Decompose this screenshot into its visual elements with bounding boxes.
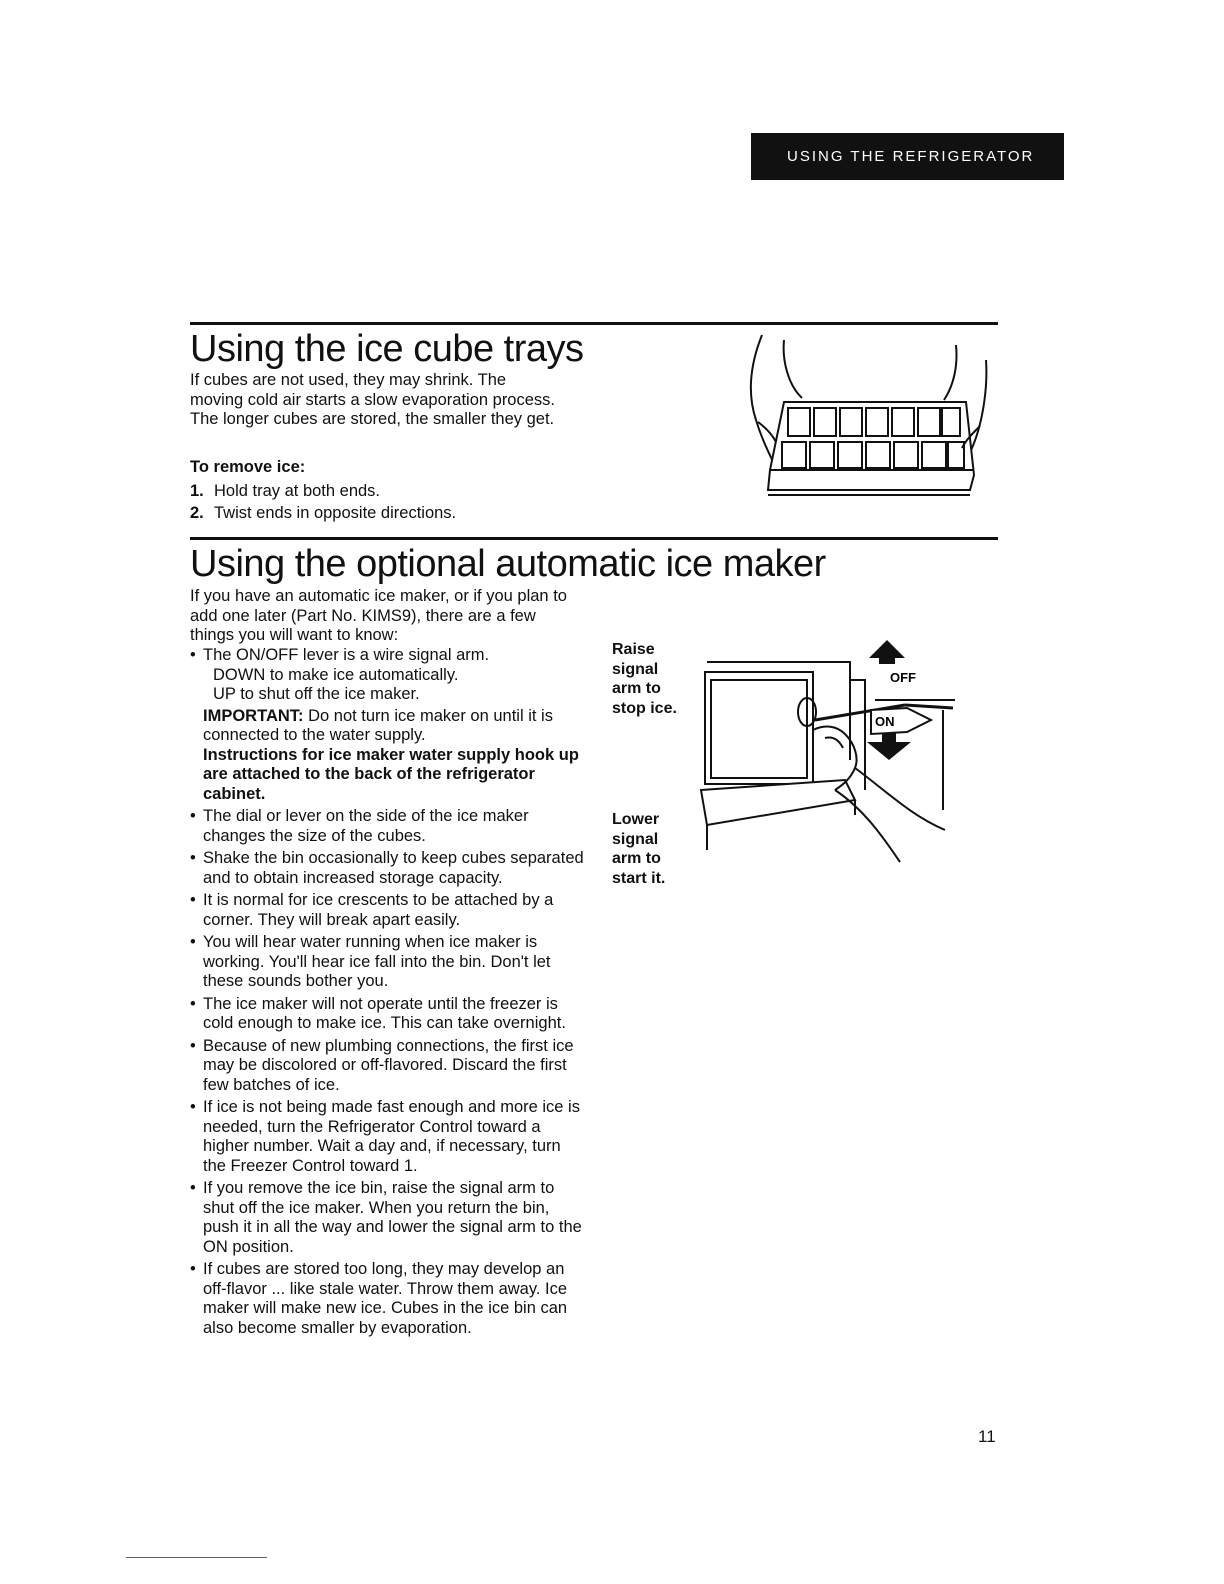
bullet-text: If cubes are stored too long, they may develop an off-flavor ... like stale water. Throw them away. Ice maker will make new ice. Cubes in the ice bin can also become smaller by evaporation.: [203, 1260, 568, 1337]
bullet-dot: •: [190, 807, 196, 825]
list-item: [190, 646, 585, 804]
list-item: [190, 1037, 585, 1096]
step-text: Hold tray at both ends.: [214, 482, 381, 500]
bullet-dot: •: [190, 646, 196, 664]
section-divider: [190, 322, 998, 325]
important-label: IMPORTANT:: [203, 706, 304, 725]
step-number: 2.: [190, 504, 204, 522]
ice-tray-illustration: [744, 330, 994, 510]
remove-ice-heading: To remove ice:: [190, 458, 306, 476]
bullet-text: The ice maker will not operate until the freezer is cold enough to make ice. This can take overnight.: [203, 994, 566, 1032]
ice-maker-illustration: [695, 640, 970, 890]
footer-line: [126, 1557, 267, 1558]
up-instruction: UP to shut off the ice maker.: [213, 685, 420, 703]
section-label: USING THE REFRIGERATOR: [787, 148, 1035, 165]
list-item: [190, 1098, 585, 1176]
list-item: [190, 807, 585, 846]
bullet-text: It is normal for ice crescents to be attached by a corner. They will break apart easily.: [203, 891, 554, 929]
bullet-dot: •: [190, 1260, 196, 1278]
down-instruction: DOWN to make ice automatically.: [213, 665, 459, 684]
off-label: OFF: [890, 670, 916, 685]
instructions-note: Instructions for ice maker water supply hook up are attached to the back of the refrigerator cabinet.: [203, 745, 579, 803]
on-arrow-icon: [867, 742, 911, 760]
bullet-dot: •: [190, 891, 196, 909]
list-item: [190, 933, 585, 992]
bullet-text: You will hear water running when ice maker is working. You'll hear ice fall into the bin. Don't let these sounds bother you.: [203, 933, 551, 990]
bullet-text: If you remove the ice bin, raise the signal arm to shut off the ice maker. When you return the bin, push it in all the way and lower the signal arm to the ON position.: [203, 1179, 582, 1256]
list-item: [190, 1260, 585, 1338]
caption-raise: Raise signal arm to stop ice.: [612, 641, 677, 717]
bullet-text: The ON/OFF lever is a wire signal arm.: [203, 646, 490, 664]
remove-ice-steps: [190, 480, 456, 524]
on-label: ON: [875, 714, 895, 729]
bullet-dot: •: [190, 849, 196, 867]
bullet-text: The dial or lever on the side of the ice maker changes the size of the cubes.: [203, 807, 529, 845]
caption-lower: Lower signal arm to start it.: [612, 811, 666, 887]
bullet-text: Because of new plumbing connections, the first ice may be discolored or off-flavored. Discard the first few batches of ice.: [203, 1036, 574, 1094]
trays-title: Using the ice cube trays: [190, 328, 584, 370]
step-item: [190, 502, 456, 524]
important-note: [203, 707, 585, 746]
icemaker-title: Using the optional automatic ice maker: [190, 543, 826, 585]
off-arrow-icon: [869, 640, 905, 658]
bullet-dot: •: [190, 1098, 196, 1116]
page-number: 11: [978, 1427, 996, 1446]
trays-intro: If cubes are not used, they may shrink. The moving cold air starts a slow evaporation process. The longer cubes are stored, the smaller they get.: [190, 371, 555, 428]
bullet-dot: •: [190, 933, 196, 951]
bullet-dot: •: [190, 994, 196, 1013]
list-item: [190, 995, 585, 1034]
bullet-dot: •: [190, 1179, 196, 1197]
list-item: [190, 891, 585, 930]
icemaker-bullets: [190, 646, 585, 1341]
list-item: [190, 849, 585, 888]
icemaker-intro: If you have an automatic ice maker, or if you plan to add one later (Part No. KIMS9), there are a few things you will want to know:: [190, 587, 567, 644]
section-banner: [751, 133, 1064, 180]
step-text: Twist ends in opposite directions.: [214, 504, 457, 522]
bullet-text: Shake the bin occasionally to keep cubes separated and to obtain increased storage capacity.: [203, 849, 584, 887]
important-text: Do not turn ice maker on until it is connected to the water supply.: [203, 706, 553, 744]
bullet-text: If ice is not being made fast enough and more ice is needed, turn the Refrigerator Control toward a higher number. Wait a day and, if necessary, turn the Freezer Control toward 1.: [203, 1098, 580, 1175]
list-item: [190, 1179, 585, 1257]
step-number: 1.: [190, 482, 204, 500]
bullet-dot: •: [190, 1036, 196, 1055]
section-divider: [190, 537, 998, 540]
step-item: [190, 480, 456, 502]
